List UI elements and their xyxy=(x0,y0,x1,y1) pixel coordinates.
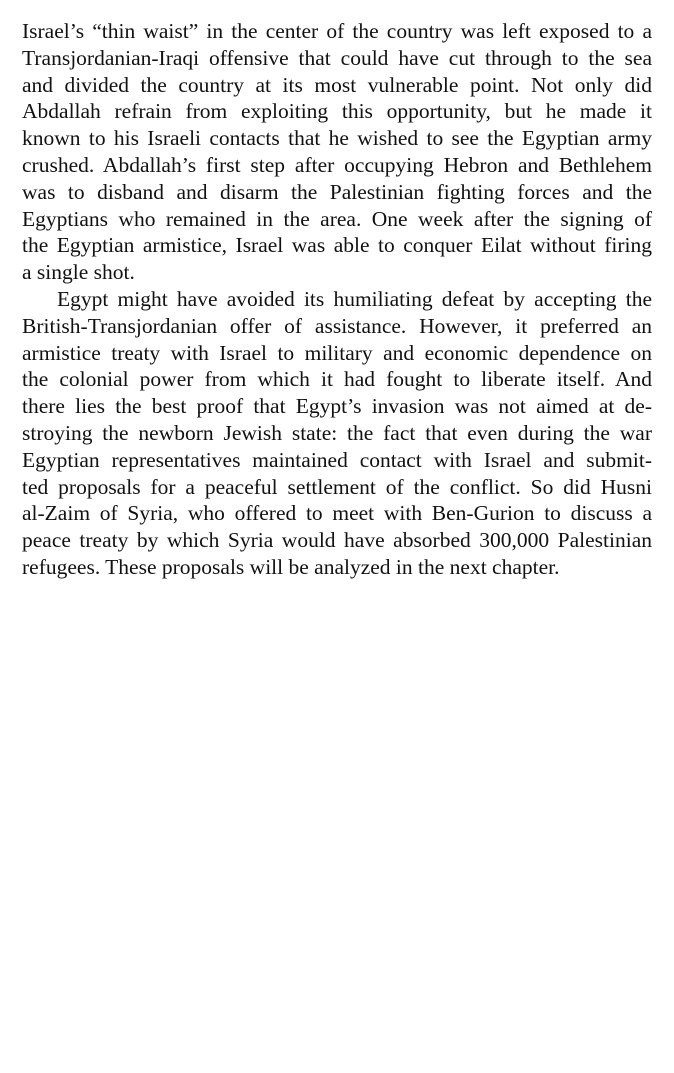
text-line: Israel’s “thin waist” in the center of the country was left exposed to a xyxy=(22,19,652,43)
text-line: British-Transjordanian offer of assistance. However, it preferred an xyxy=(22,313,652,338)
text-line: there lies the best proof that Egypt’s invasion was not aimed at de- xyxy=(22,394,652,419)
paragraph-2 xyxy=(22,286,652,581)
text-line: peace treaty by which Syria would have absorbed 300,000 Palestinian xyxy=(22,528,652,553)
text-line: known to his Israeli contacts that he wished to see the Egyptian army xyxy=(22,126,652,151)
page-body xyxy=(22,18,652,581)
text-line: and divided the country at its most vulnerable point. Not only did xyxy=(22,72,652,97)
text-line: Egypt might have avoided its humiliating defeat by accepting the xyxy=(57,286,652,311)
text-line: Transjordanian-Iraqi offensive that could have cut through to the sea xyxy=(22,45,652,70)
text-line: crushed. Abdallah’s first step after occupying Hebron and Bethlehem xyxy=(22,152,652,177)
text-line: refugees. These proposals will be analyzed in the next chapter. xyxy=(22,554,560,579)
text-line: was to disband and disarm the Palestinian fighting forces and the xyxy=(22,179,652,204)
text-line: Abdallah refrain from exploiting this opportunity, but he made it xyxy=(22,99,652,124)
text-line: Egyptian representatives maintained contact with Israel and submit- xyxy=(22,447,652,472)
text-line: a single shot. xyxy=(22,260,135,285)
text-line: the Egyptian armistice, Israel was able to conquer Eilat without firing xyxy=(22,233,652,258)
text-line: al-Zaim of Syria, who offered to meet with Ben-Gurion to discuss a xyxy=(22,501,652,526)
text-line: stroying the newborn Jewish state: the fact that even during the war xyxy=(22,420,652,445)
text-line: ted proposals for a peaceful settlement of the conflict. So did Husni xyxy=(22,474,652,499)
text-line: armistice treaty with Israel to military and economic dependence on xyxy=(22,340,652,365)
text-line: Egyptians who remained in the area. One week after the signing of xyxy=(22,206,652,231)
text-line: the colonial power from which it had fought to liberate itself. And xyxy=(22,367,652,392)
paragraph-1 xyxy=(22,18,652,286)
